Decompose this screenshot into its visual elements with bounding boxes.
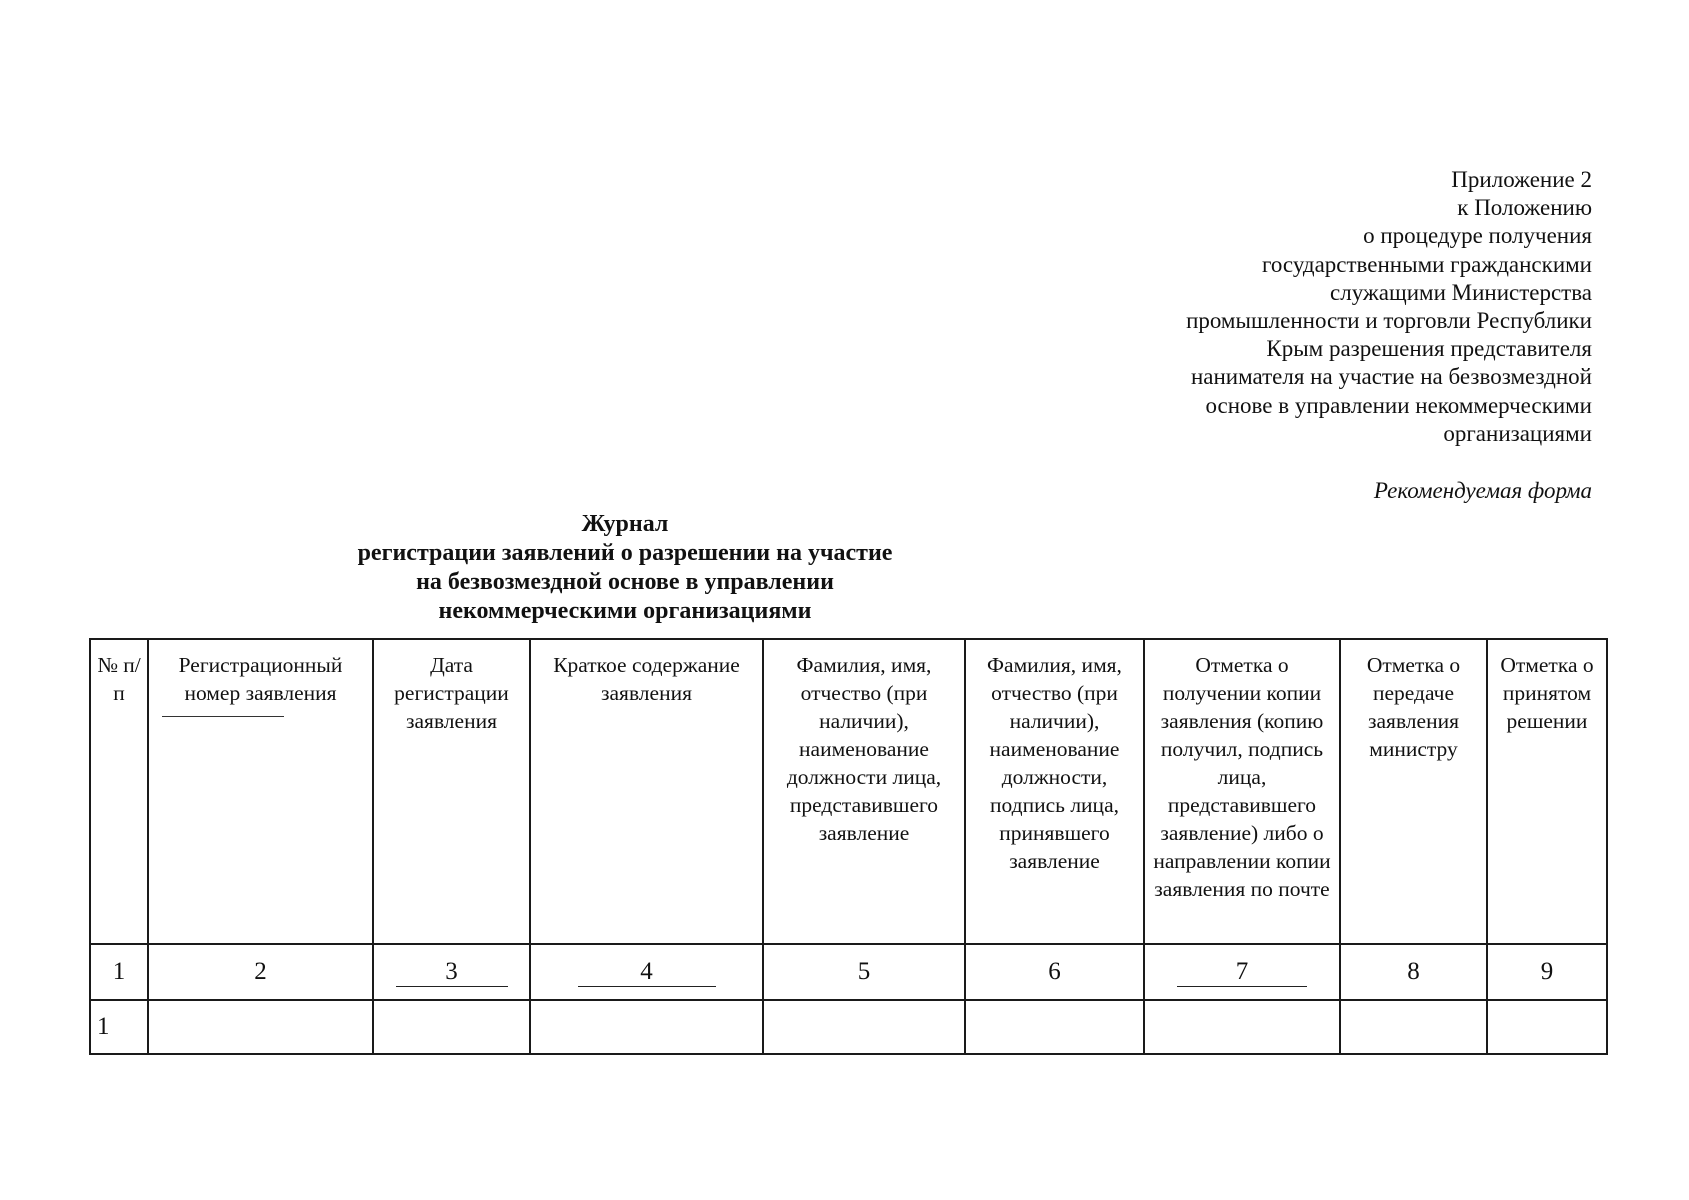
header-cell-receiver: Фамилия, имя, отчество (при наличии), наименование должности, подпись лица, принявшего заявление (965, 639, 1144, 944)
column-number-cell: 2 (148, 944, 373, 1000)
column-number-cell: 9 (1487, 944, 1607, 1000)
header-cell-submitter: Фамилия, имя, отчество (при наличии), наименование должности лица, представившего заявление (763, 639, 965, 944)
column-number-cell: 8 (1340, 944, 1487, 1000)
appendix-line: Крым разрешения представителя (1266, 336, 1592, 362)
column-number-cell: 5 (763, 944, 965, 1000)
table-header-row (90, 639, 1607, 944)
appendix-line: государственными гражданскими (1262, 251, 1592, 277)
appendix-block (1072, 166, 1592, 448)
table-cell (1144, 1000, 1340, 1054)
title-line: на безвозмездной основе в управлении (416, 569, 834, 595)
column-number-cell (1144, 944, 1340, 1000)
table-cell (1340, 1000, 1487, 1054)
header-cell-decision-mark: Отметка о принятом решении (1487, 639, 1607, 944)
title-line: регистрации заявлений о разрешении на участие (357, 540, 893, 566)
header-cell-number: № п/п (90, 639, 148, 944)
table-cell (763, 1000, 965, 1054)
table-row (90, 1000, 1607, 1054)
table-cell (1487, 1000, 1607, 1054)
table-cell (373, 1000, 530, 1054)
appendix-line: о процедуре получения (1363, 223, 1592, 249)
recommended-form-label: Рекомендуемая форма (1373, 478, 1592, 503)
title-line: некоммерческими организациями (438, 598, 812, 624)
table-cell (965, 1000, 1144, 1054)
appendix-line: служащими Министерства (1330, 279, 1592, 305)
journal-table (89, 638, 1608, 1055)
column-number-cell (373, 944, 530, 1000)
header-cell-minister-mark: Отметка о передаче заявления министру (1340, 639, 1487, 944)
table-cell: 1 (90, 1000, 148, 1054)
column-number-text: 4 (578, 958, 716, 987)
column-number-text: 7 (1177, 958, 1307, 987)
header-cell-reg-date: Дата регистрации заявления (373, 639, 530, 944)
column-number-row (90, 944, 1607, 1000)
header-cell-reg-number: Регистрационный номер заявления (148, 639, 373, 944)
table-cell (530, 1000, 763, 1054)
table-cell (148, 1000, 373, 1054)
column-number-cell: 6 (965, 944, 1144, 1000)
appendix-line: Приложение 2 (1451, 167, 1592, 192)
column-number-text: 3 (396, 958, 508, 987)
title-line: Журнал (581, 511, 669, 537)
appendix-line: организациями (1443, 420, 1592, 446)
column-number-cell (530, 944, 763, 1000)
appendix-line: нанимателя на участие на безвозмездной (1190, 364, 1592, 390)
document-title (120, 510, 1130, 626)
header-cell-copy-mark: Отметка о получении копии заявления (копию получил, подпись лица, представившего заявление) либо о направлении копии заявления по почте (1144, 639, 1340, 944)
appendix-line: промышленности и торговли Республики (1186, 308, 1592, 334)
header-cell-summary: Краткое содержание заявления (530, 639, 763, 944)
appendix-line: основе в управлении некоммерческими (1205, 392, 1592, 418)
appendix-line: к Положению (1457, 195, 1592, 221)
scan-underline (162, 716, 284, 717)
column-number-cell: 1 (90, 944, 148, 1000)
